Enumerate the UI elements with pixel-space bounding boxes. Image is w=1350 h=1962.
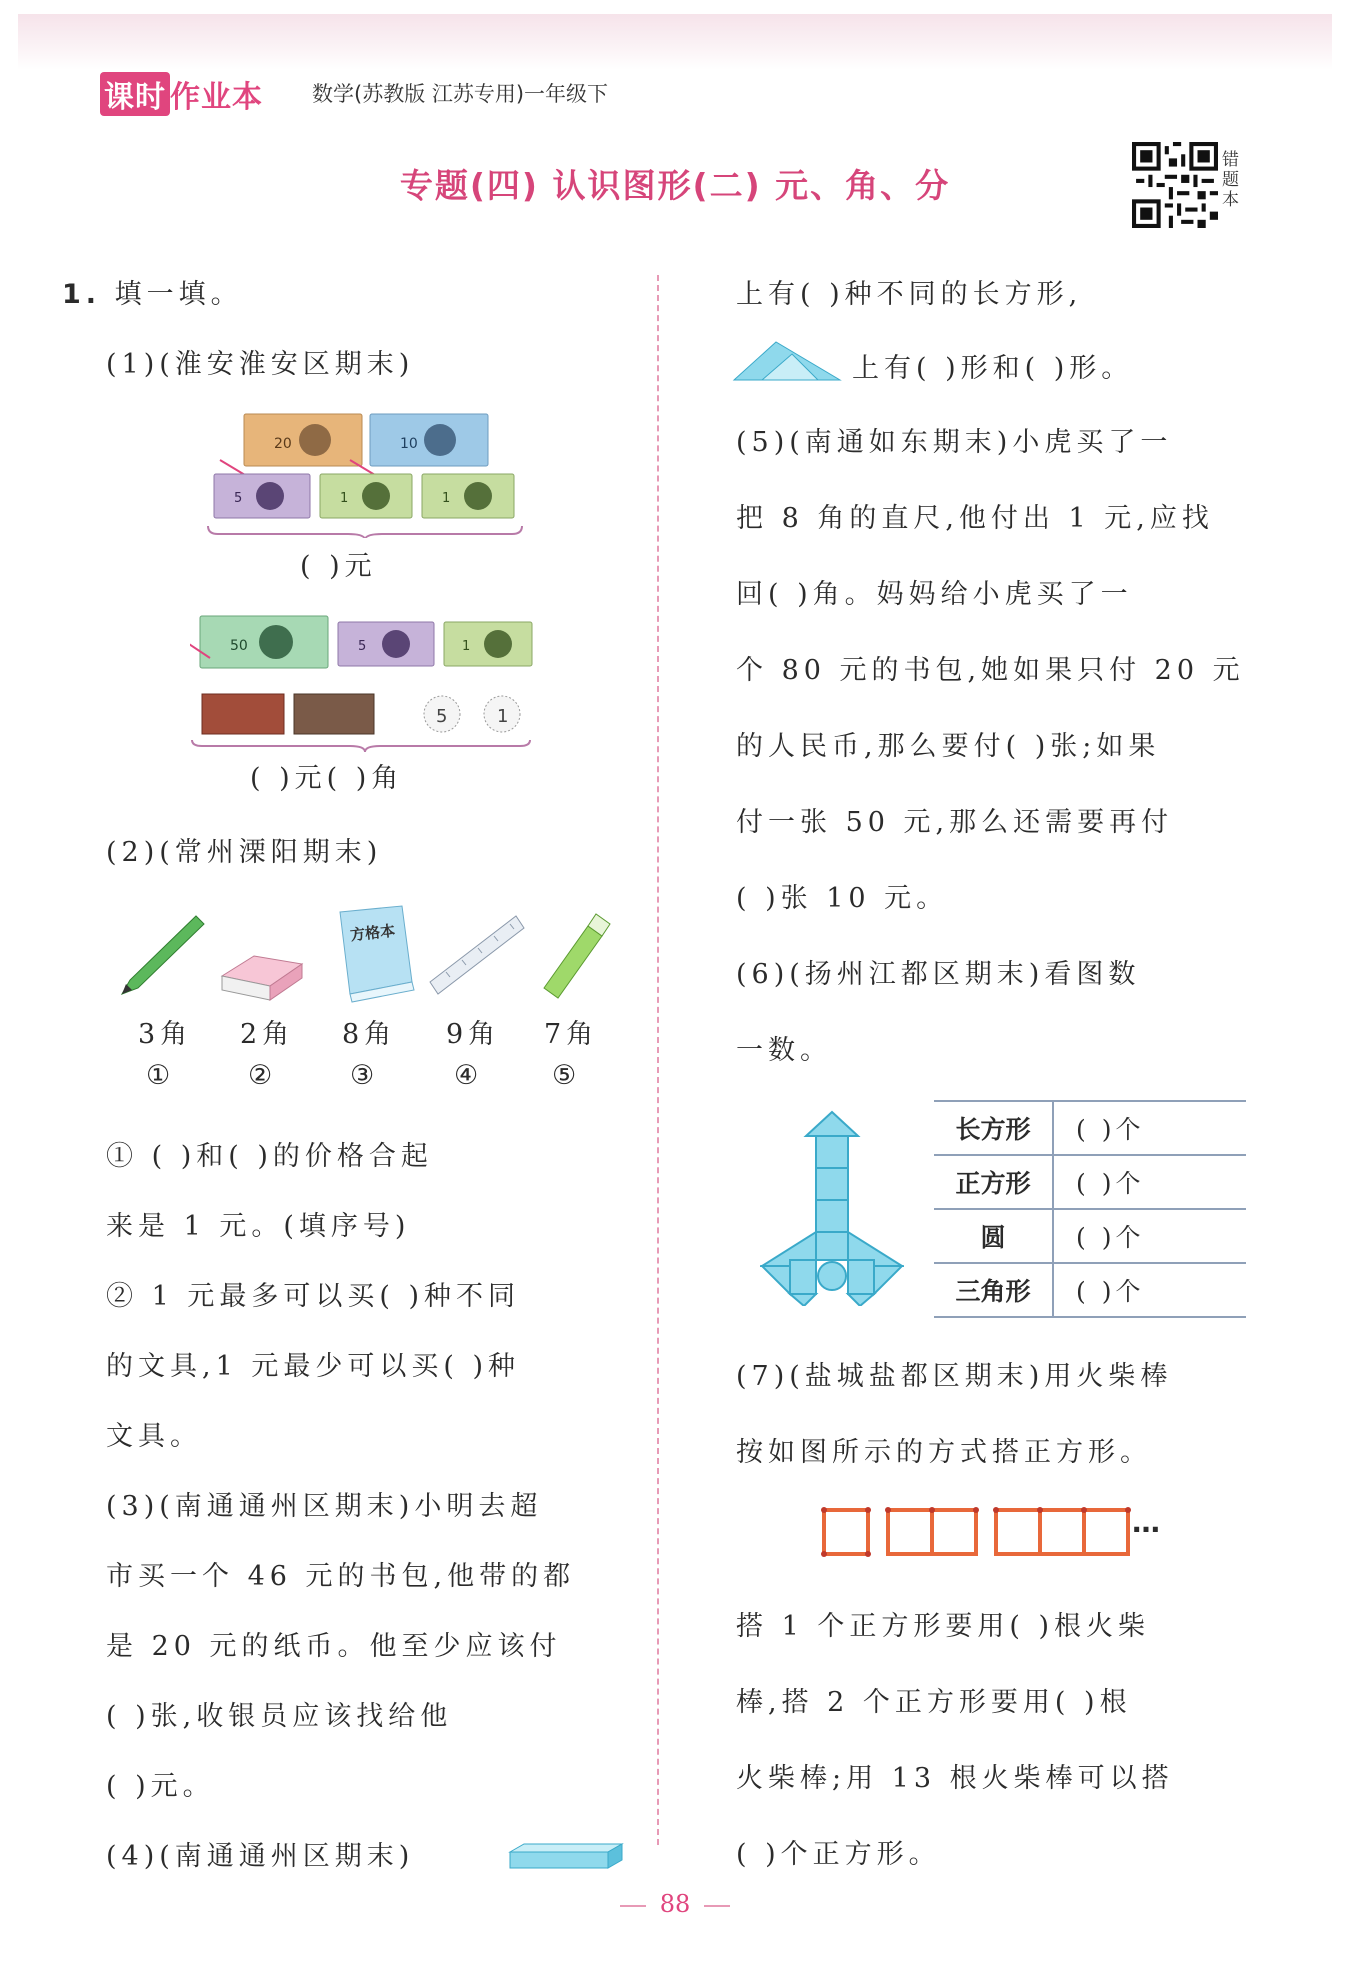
question-text-line: 上有( )形和( )形。 xyxy=(852,353,1134,384)
question-text-line: 个 80 元的书包,她如果只付 20 元 xyxy=(736,655,1245,686)
question-text-line: 文具。 xyxy=(106,1421,202,1452)
question-text-line: ( )元。 xyxy=(106,1771,215,1802)
item-number: ④ xyxy=(454,1060,484,1091)
answer-blank[interactable]: ( )个 xyxy=(1053,1263,1246,1317)
matchstick-squares-figure xyxy=(820,1504,1140,1564)
question-text-line: ② 1 元最多可以买( )种不同 xyxy=(106,1281,520,1312)
rocket-shape-figure xyxy=(760,1110,904,1306)
part-1-source: (1)(淮安淮安区期末) xyxy=(106,349,415,380)
question-text-line: 是 20 元的纸币。他至少应该付 xyxy=(106,1631,562,1662)
banknote-10 xyxy=(350,414,488,478)
old-note-jiao xyxy=(202,694,284,734)
price-label: 7角 xyxy=(544,1019,599,1050)
money-group-a xyxy=(200,408,530,538)
answer-blank[interactable]: ( )个 xyxy=(1053,1209,1246,1263)
question-text-line: 的文具,1 元最少可以买( )种 xyxy=(106,1351,520,1382)
answer-blank[interactable]: ( )个 xyxy=(1053,1155,1246,1209)
banknote-1 xyxy=(422,474,514,518)
notebook-icon xyxy=(340,906,414,1002)
question-text-line: ( )张,收银员应该找给他 xyxy=(106,1701,453,1732)
answer-blank-yuan-jiao[interactable]: ( )元( )角 xyxy=(250,763,404,794)
price-label: 8角 xyxy=(342,1019,397,1050)
svg-text:5: 5 xyxy=(234,491,243,506)
book-subtitle: 数学(苏教版 江苏专用)一年级下 xyxy=(312,82,609,106)
question-1-heading: 1. 填一填。 xyxy=(62,279,243,310)
answer-blank[interactable]: ( )个 xyxy=(1053,1101,1246,1155)
question-text-line: (4)(南通通州区期末) xyxy=(106,1841,415,1872)
question-text-line: ( )张 10 元。 xyxy=(736,883,949,914)
qr-code-icon[interactable] xyxy=(1132,142,1218,228)
svg-text:50: 50 xyxy=(230,638,248,654)
question-text-line: (3)(南通通州区期末)小明去超 xyxy=(106,1491,543,1522)
question-text-line: 棒,搭 2 个正方形要用( )根 xyxy=(736,1687,1132,1718)
item-number: ③ xyxy=(350,1060,380,1091)
part-2-source: (2)(常州溧阳期末) xyxy=(106,837,383,868)
svg-text:方格本: 方格本 xyxy=(349,921,396,945)
svg-text:5: 5 xyxy=(358,639,367,654)
price-label: 3角 xyxy=(138,1019,193,1050)
question-text-line: 火柴棒;用 13 根火柴棒可以搭 xyxy=(736,1763,1174,1794)
svg-text:5: 5 xyxy=(436,706,448,727)
question-text-line: 付一张 50 元,那么还需要再付 xyxy=(736,807,1174,838)
banknote-20 xyxy=(220,414,362,478)
question-text-line: (7)(盐城盐都区期末)用火柴棒 xyxy=(736,1361,1173,1392)
answer-blank-yuan[interactable]: ( )元 xyxy=(300,551,377,582)
item-number: ② xyxy=(248,1060,278,1091)
banknote-1 xyxy=(444,622,532,666)
question-text-line: 把 8 角的直尺,他付出 1 元,应找 xyxy=(736,503,1214,534)
page-title: 专题(四) 认识图形(二) 元、角、分 xyxy=(399,166,951,205)
question-text-line: 按如图所示的方式搭正方形。 xyxy=(736,1437,1152,1468)
stationery-row xyxy=(112,902,632,1010)
question-text-line: 回( )角。妈妈给小虎买了一 xyxy=(736,579,1133,610)
banknote-1 xyxy=(320,474,412,518)
header-band xyxy=(18,14,1332,70)
table-row: 圆 ( )个 xyxy=(934,1209,1246,1263)
table-row: 三角形 ( )个 xyxy=(934,1263,1246,1317)
question-text-line: 上有( )种不同的长方形, xyxy=(736,279,1083,310)
coin-1-jiao xyxy=(484,696,520,732)
question-text-line: 搭 1 个正方形要用( )根火柴 xyxy=(736,1611,1150,1642)
question-text-line: 一数。 xyxy=(736,1035,832,1066)
table-row: 正方形 ( )个 xyxy=(934,1155,1246,1209)
glue-stick-icon xyxy=(544,914,610,998)
ellipsis: … xyxy=(1132,1506,1160,1539)
svg-text:1: 1 xyxy=(340,491,349,506)
question-text-line: (5)(南通如东期末)小虎买了一 xyxy=(736,427,1173,458)
svg-text:20: 20 xyxy=(274,436,292,452)
item-number: ⑤ xyxy=(552,1060,582,1091)
svg-text:10: 10 xyxy=(400,436,418,452)
question-text-line: 来是 1 元。(填序号) xyxy=(106,1211,411,1242)
price-label: 9角 xyxy=(446,1019,501,1050)
banknote-5 xyxy=(338,622,434,666)
item-number: ① xyxy=(146,1060,176,1091)
pencil-icon xyxy=(122,916,204,994)
price-label: 2角 xyxy=(240,1019,295,1050)
table-row: 长方形 ( )个 xyxy=(934,1101,1246,1155)
qr-label: 错题本 xyxy=(1222,150,1239,210)
question-text-line: ( )个正方形。 xyxy=(736,1839,941,1870)
svg-text:1: 1 xyxy=(442,491,451,506)
old-note-jiao xyxy=(294,694,374,734)
question-text-line: (6)(扬州江都区期末)看图数 xyxy=(736,959,1141,990)
ruler-icon xyxy=(430,916,524,994)
question-text-line: 市买一个 46 元的书包,他带的都 xyxy=(106,1561,576,1592)
eraser-icon xyxy=(222,956,302,1000)
shape-count-table xyxy=(934,1100,1246,1318)
banknote-5 xyxy=(214,474,310,518)
svg-text:1: 1 xyxy=(462,639,471,654)
column-divider xyxy=(657,275,659,1845)
coin-5-jiao xyxy=(424,696,460,732)
cuboid-block-icon xyxy=(506,1842,626,1874)
brand-logo: 课时 作业本 xyxy=(100,72,263,116)
money-group-b xyxy=(190,612,540,752)
question-text-line: ① ( )和( )的价格合起 xyxy=(106,1141,433,1172)
banknote-50 xyxy=(190,616,328,668)
triangular-prism-icon xyxy=(732,340,844,384)
svg-text:1: 1 xyxy=(497,706,509,727)
question-text-line: 的人民币,那么要付( )张;如果 xyxy=(736,731,1161,762)
page-number: 88 xyxy=(0,1890,1350,1918)
